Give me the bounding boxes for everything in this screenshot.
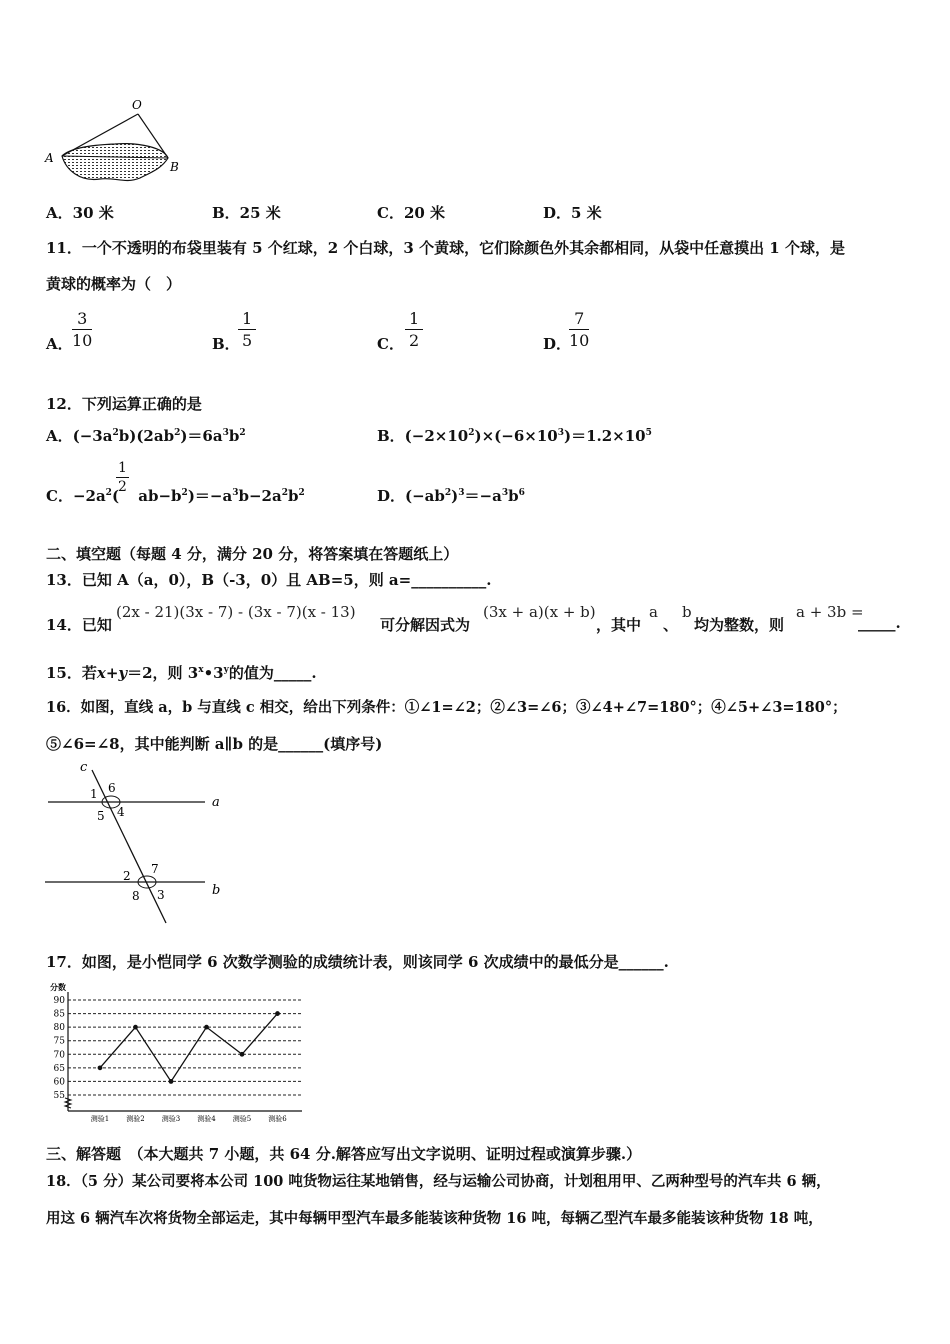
numerator: 1 xyxy=(405,309,423,330)
q12-stem: 12．下列运算正确的是 xyxy=(46,395,202,413)
q10-option-d[interactable]: D．5 米 xyxy=(543,204,602,222)
parallel-lines-figure xyxy=(40,760,240,930)
label-b: B xyxy=(170,160,179,174)
q14-mid3: 均为整数，则 xyxy=(694,616,785,634)
q15-exp-x: x xyxy=(198,665,204,675)
label-a: A xyxy=(45,151,54,165)
q11-option-d-fraction[interactable] xyxy=(569,309,589,350)
section-3-heading: 三、解答题 （本大题共 7 小题，共 64 分.解答应写出文字说明、证明过程或演算步骤.） xyxy=(46,1145,642,1163)
q14-prefix: 14．已知 xyxy=(46,616,112,634)
q14-mid2: ，其中 xyxy=(596,616,642,634)
lake-figure xyxy=(40,92,200,192)
q12-option-a[interactable]: A．$(-3a^2b)(2ab^2)=6a^3b^2$ xyxy=(46,427,246,445)
q13-text: 13．已知 A（a，0），B（-3，0）且 AB=5，则 a=__________. xyxy=(46,571,492,589)
chart-y-title: 分数 xyxy=(50,982,66,992)
q14-var-a: a xyxy=(649,603,658,621)
data-point xyxy=(204,1025,209,1030)
q18-line2: 用这 6 辆汽车次将货物全部运走，其中每辆甲型汽车最多能装该种货物 16 吨，每辆乙型汽车最多能装该种货物 18 吨， xyxy=(46,1210,823,1227)
q15-condition: x+y xyxy=(96,664,128,682)
q15-text xyxy=(46,662,317,683)
x-tick-label: 测验4 xyxy=(197,1115,216,1123)
chart-y-tick-labels xyxy=(54,996,66,1101)
angle-1: 1 xyxy=(90,787,98,801)
q10-option-a[interactable]: A．30 米 xyxy=(46,204,114,222)
chart-grid xyxy=(68,1000,302,1095)
y-tick-label: 70 xyxy=(53,1050,65,1061)
chart-series xyxy=(98,1011,280,1084)
denominator: 10 xyxy=(72,331,93,350)
q16-stem-line1: 16．如图，直线 a，b 与直线 c 相交，给出下列条件：①∠1=∠2；②∠3=∠6；③∠4+∠7=180°；④∠5+∠3=180°； xyxy=(46,699,847,716)
q11-stem-line1: 11．一个不透明的布袋里装有 5 个红球，2 个白球，3 个黄球，它们除颜色外其余都相同，从袋中任意摸出 1 个球，是 xyxy=(46,239,845,257)
q11-option-a-label[interactable]: A． xyxy=(46,335,73,353)
section-2-heading: 二、填空题（每题 4 分，满分 20 分，将答案填在答题纸上） xyxy=(46,545,459,563)
q15-exp-y: y xyxy=(223,665,229,675)
numerator: 7 xyxy=(569,309,589,330)
x-tick-label: 测验6 xyxy=(268,1115,287,1123)
q14-var-b: b xyxy=(682,603,692,621)
label-a: a xyxy=(212,795,220,810)
score-line-chart xyxy=(40,980,310,1130)
chart-x-tick-labels xyxy=(91,1114,287,1123)
q15-suffix[interactable]: 的值为_____. xyxy=(228,664,317,682)
series-line xyxy=(100,1014,278,1082)
q12-option-a-label: A．(−3a xyxy=(46,427,113,445)
y-tick-label: 75 xyxy=(53,1036,65,1047)
q12-option-b-label: B．(−2×10 xyxy=(377,427,469,445)
q14-separator: 、 xyxy=(663,616,679,634)
x-tick-label: 测验1 xyxy=(90,1115,110,1123)
q12-option-c-fraction xyxy=(116,460,129,495)
q10-option-c[interactable]: C．20 米 xyxy=(377,204,446,222)
q11-option-c-label[interactable]: C． xyxy=(377,335,404,353)
denominator: 5 xyxy=(242,331,253,350)
q11-stem-line2: 黄球的概率为（ ） xyxy=(46,275,182,293)
angle-7: 7 xyxy=(151,862,159,876)
x-tick-label: 测验2 xyxy=(126,1115,145,1123)
q11-option-d-label[interactable]: D． xyxy=(543,335,572,353)
q12-option-d[interactable]: D．$(-ab^2)^3=-a^3b^6$ xyxy=(377,487,525,505)
denominator: 10 xyxy=(569,331,590,350)
q11-option-c-fraction[interactable] xyxy=(405,309,423,350)
x-tick-label: 测验3 xyxy=(161,1115,181,1123)
lake-shape xyxy=(62,144,168,181)
denominator: 2 xyxy=(118,479,127,495)
q15-dot: •3 xyxy=(203,664,224,682)
numerator: 1 xyxy=(238,309,256,330)
y-tick-label: 85 xyxy=(53,1009,65,1020)
q14-mid: 可分解因式为 xyxy=(380,616,471,634)
angle-2: 2 xyxy=(123,869,131,883)
label-o: O xyxy=(132,98,142,112)
q12-option-b[interactable]: B．$(-2\times 10^2)\times(-6\times 10^3)=1.2\times 10^5$ xyxy=(377,427,652,445)
q15-mid: ＝2，则 3 xyxy=(127,664,199,682)
q17-text: 17．如图，是小恺同学 6 次数学测验的成绩统计表，则该同学 6 次成绩中的最低分是______. xyxy=(46,953,669,971)
y-tick-label: 65 xyxy=(53,1063,65,1074)
data-point xyxy=(133,1025,138,1030)
q16-stem-line2: ⑤∠6=∠8，其中能判断 a∥b 的是______(填序号) xyxy=(46,735,383,753)
data-point xyxy=(98,1065,103,1070)
q14-line xyxy=(46,603,926,634)
chart-axes xyxy=(65,992,302,1111)
q10-option-b[interactable]: B．25 米 xyxy=(212,204,281,222)
q11-option-b-label[interactable]: B． xyxy=(212,335,240,353)
line-c xyxy=(92,770,166,923)
y-tick-label: 55 xyxy=(53,1091,65,1101)
q14-expression: (2x - 21)(3x - 7) - (3x - 7)(x - 13) xyxy=(116,603,356,621)
y-tick-label: 90 xyxy=(53,996,65,1006)
data-point xyxy=(240,1052,245,1057)
axis-break xyxy=(65,1098,71,1108)
angle-3: 3 xyxy=(157,888,165,902)
q14-blank[interactable]: _____. xyxy=(858,614,901,632)
data-point xyxy=(275,1011,280,1016)
data-point xyxy=(169,1079,174,1084)
q12-option-c-label: C．−2a xyxy=(46,487,106,505)
numerator: 3 xyxy=(72,309,92,330)
denominator: 2 xyxy=(409,331,420,350)
y-tick-label: 80 xyxy=(53,1023,65,1034)
q15-prefix: 15．若 xyxy=(46,664,97,682)
x-tick-label: 测验5 xyxy=(232,1115,252,1123)
q12-option-d-label: D．(−ab xyxy=(377,487,445,505)
label-c: c xyxy=(80,760,88,775)
q14-target: a + 3b = xyxy=(796,603,864,621)
angle-8: 8 xyxy=(132,889,140,903)
label-b: b xyxy=(212,883,221,898)
q11-option-b-fraction[interactable] xyxy=(238,309,256,350)
angle-5: 5 xyxy=(97,809,105,823)
q11-option-a-fraction[interactable] xyxy=(72,309,92,350)
q12-option-c[interactable]: C．$-2a^2$( $ab-b^2)=-a^3b-2a^2b^2$ xyxy=(46,487,305,505)
q18-line1: 18．（5 分）某公司要将本公司 100 吨货物运往某地销售，经与运输公司协商，计划租用甲、乙两种型号的汽车共 6 辆， xyxy=(46,1173,831,1190)
q14-factored: (3x + a)(x + b) xyxy=(483,603,596,621)
angle-6: 6 xyxy=(108,781,116,795)
y-tick-label: 60 xyxy=(53,1077,65,1088)
numerator: 1 xyxy=(118,460,127,476)
angle-4: 4 xyxy=(117,805,125,819)
